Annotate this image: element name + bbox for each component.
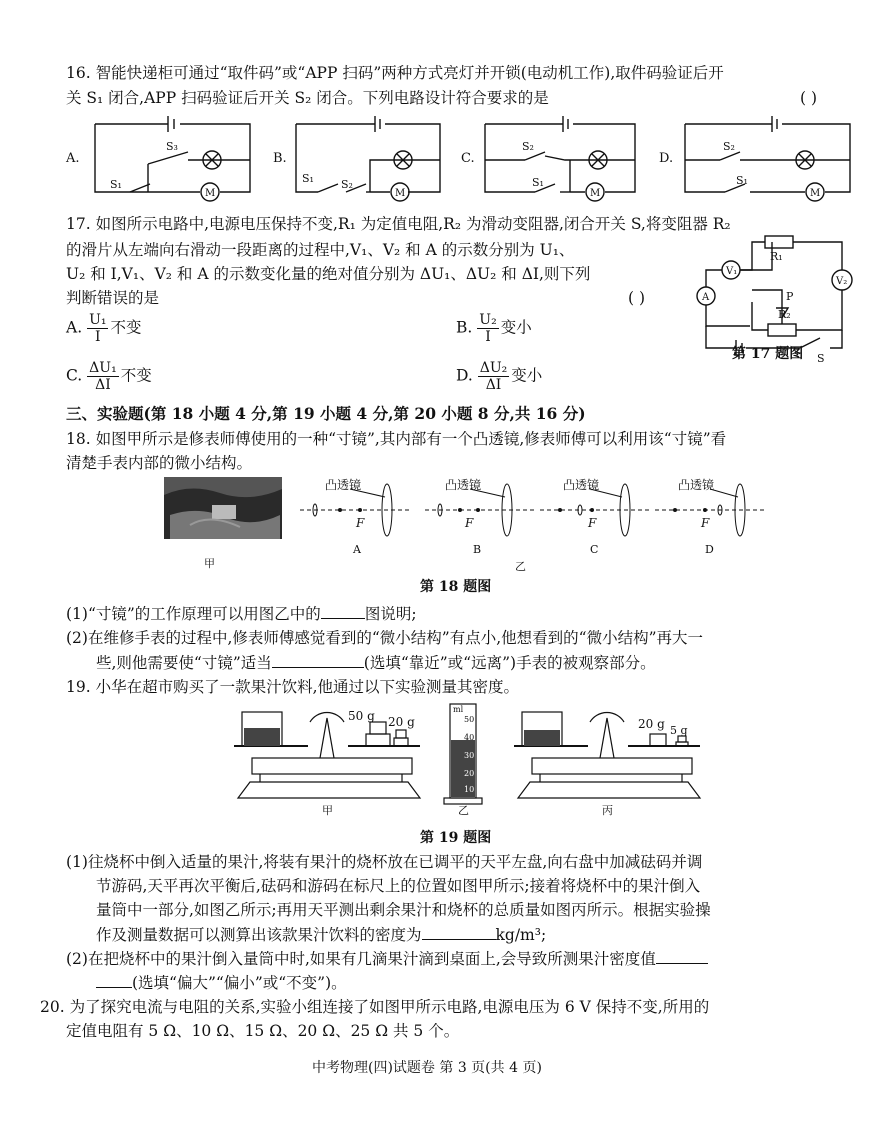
q16-option-c-label: C. xyxy=(461,151,475,166)
q16-b-s1: S₁ xyxy=(302,172,314,185)
q19-tick-30: 30 xyxy=(464,751,475,760)
page-footer: 中考物理(四)试题卷 第 3 页(共 4 页) xyxy=(312,1060,542,1076)
q19-part1-line1: (1)往烧杯中倒入适量的果汁,将装有果汁的烧杯放在已调平的天平左盘,向右盘中加减砝码并调 xyxy=(66,853,703,871)
q18-lens-label-d: 凸透镜 xyxy=(678,478,715,492)
q18-figure xyxy=(160,475,780,575)
q17-option-b-fraction xyxy=(477,312,498,345)
q17-option-a-label: A. xyxy=(66,318,83,337)
q20-line2: 定值电阻有 5 Ω、10 Ω、15 Ω、20 Ω、25 Ω 共 5 个。 xyxy=(66,1022,460,1040)
q17-line1: 17. 如图所示电路中,电源电压保持不变,R₁ 为定值电阻,R₂ 为滑动变阻器,闭合开关 S,将变阻器 R₂ xyxy=(66,215,731,233)
q16-c-motor: M xyxy=(590,188,601,199)
q19-part1-line2: 节游码,天平再次平衡后,砝码和游码在标尺上的位置如图甲所示;接着将烧杯中的果汁倒入 xyxy=(96,877,701,895)
q17-line4: 判断错误的是 xyxy=(66,289,160,307)
q18-part1-text: (1)“寸镜”的工作原理可以用图乙中的 xyxy=(66,605,321,623)
q17-option-d-label: D. xyxy=(456,366,473,385)
q17-option-d xyxy=(456,360,542,393)
q17-fig-r2: R₂ xyxy=(778,308,791,321)
q16-b-motor: M xyxy=(395,188,406,199)
frac-den: I xyxy=(95,329,101,345)
q18-line1: 18. 如图甲所示是修表师傅使用的一种“寸镜”,其内部有一个凸透镜,修表师傅可以利用该“寸镜”看 xyxy=(66,430,727,448)
frac-num: U₂ xyxy=(479,312,497,328)
q18-sub-a: A xyxy=(353,543,361,556)
q19-part2-line1 xyxy=(66,948,708,969)
q19-yi: 乙 xyxy=(458,804,469,817)
q16-c-s1: S₁ xyxy=(532,176,544,189)
q19-weight-20g-b: 20 g xyxy=(638,717,665,731)
q16-option-d-label: D. xyxy=(659,151,674,166)
q17-option-b-label: B. xyxy=(456,318,473,337)
q18-sub-d: D xyxy=(705,543,714,556)
q19-weight-20g-a: 20 g xyxy=(388,715,415,729)
q17-fig-r1: R₁ xyxy=(770,250,783,263)
q17-option-b-text: 变小 xyxy=(500,318,532,337)
q16-a-s3: S₃ xyxy=(166,140,178,153)
q18-lens-label-a: 凸透镜 xyxy=(325,478,362,492)
q16-d-s2: S₂ xyxy=(723,140,735,153)
q19-part1-text: 作及测量数据可以测算出该款果汁饮料的密度为 xyxy=(96,926,422,944)
q18-part2-line1: (2)在维修手表的过程中,修表师傅感觉看到的“微小结构”有点小,他想看到的“微小结构”再大一 xyxy=(66,629,704,647)
frac-num: U₁ xyxy=(89,312,107,328)
q17-fig-ammeter: A xyxy=(702,292,710,303)
q19-tick-50: 50 xyxy=(464,715,475,724)
q17-caption: 第 17 题图 xyxy=(732,346,804,362)
q17-option-d-text: 变小 xyxy=(511,366,543,385)
q16-option-b-label: B. xyxy=(273,151,287,166)
q19-figure xyxy=(230,700,720,820)
q17-fig-v1: V₁ xyxy=(726,266,738,277)
frac-num: ΔU₂ xyxy=(479,360,508,376)
q18-lens-label-b: 凸透镜 xyxy=(445,478,482,492)
q20-line1: 20. 为了探究电流与电阻的关系,实验小组连接了如图甲所示电路,电源电压为 6 V 保持不变,所用的 xyxy=(40,998,710,1016)
q17-fig-v2: V₂ xyxy=(836,276,848,287)
q19-bing: 丙 xyxy=(602,804,613,817)
q19-tick-10: 10 xyxy=(464,785,475,794)
q19-density-unit: kg/m³; xyxy=(495,926,547,944)
q18-sub-c: C xyxy=(590,543,599,556)
frac-num: ΔU₁ xyxy=(89,360,117,376)
q19-part2-blank-a[interactable] xyxy=(656,948,708,964)
q16-b-s2: S₂ xyxy=(341,178,353,191)
frac-den: ΔI xyxy=(95,377,111,393)
q17-option-c-text: 不变 xyxy=(120,366,152,385)
q18-part1 xyxy=(66,603,417,624)
q19-part2-blank-b[interactable] xyxy=(96,972,132,988)
q18-photo-jia xyxy=(164,477,282,539)
q18-part1-tail: 图说明; xyxy=(364,605,417,623)
q17-option-b xyxy=(456,312,532,345)
q17-option-d-fraction xyxy=(478,360,510,393)
q19-tick-20: 20 xyxy=(464,769,475,778)
q19-caption: 第 19 题图 xyxy=(420,830,492,846)
q18-line2: 清楚手表内部的微小结构。 xyxy=(66,454,253,472)
q19-jia: 甲 xyxy=(322,804,333,817)
q17-line2: 的滑片从左端向右滑动一段距离的过程中,V₁、V₂ 和 A 的示数分别为 U₁、 xyxy=(66,241,575,259)
section-3-heading: 三、实验题(第 18 小题 4 分,第 19 小题 4 分,第 20 小题 8 分,共 16 分) xyxy=(66,404,586,423)
q17-option-a xyxy=(66,312,142,345)
q16-a-motor: M xyxy=(205,188,216,199)
q19-line1: 19. 小华在超市购买了一款果汁饮料,他通过以下实验测量其密度。 xyxy=(66,678,520,696)
q16-circuit-c xyxy=(485,116,635,201)
q19-part1-line4 xyxy=(96,924,546,945)
q17-fig-s: S xyxy=(817,352,825,365)
q19-part2-text: (2)在把烧杯中的果汁倒入量筒中时,如果有几滴果汁滴到桌面上,会导致所测果汁密度值 xyxy=(66,950,656,968)
q17-fig-p: P xyxy=(786,290,794,303)
q18-f-a: F xyxy=(356,516,365,530)
q18-yi: 乙 xyxy=(515,560,526,573)
q19-part2-tail: (选填“偏大”“偏小”或“不变”)。 xyxy=(132,974,347,992)
frac-den: ΔI xyxy=(485,377,502,393)
q17-option-c-label: C. xyxy=(66,366,83,385)
q16-c-s2: S₂ xyxy=(522,140,534,153)
q18-lens-label-c: 凸透镜 xyxy=(563,478,600,492)
q19-weight-5g: 5 g xyxy=(670,724,688,737)
q16-circuit-options xyxy=(60,112,860,210)
frac-den: I xyxy=(485,329,491,345)
q16-answer-paren: ( ) xyxy=(800,89,818,107)
q18-sub-b: B xyxy=(473,543,482,556)
q18-caption: 第 18 题图 xyxy=(420,579,492,595)
q17-line3: U₂ 和 I,V₁、V₂ 和 A 的示数变化量的绝对值分别为 ΔU₁、ΔU₂ 和 ΔI,则下列 xyxy=(66,265,591,283)
q18-f-b: F xyxy=(465,516,474,530)
q16-option-a-label: A. xyxy=(66,151,80,166)
q19-tick-40: 40 xyxy=(464,733,475,742)
q16-d-s1: S₁ xyxy=(736,174,748,187)
q18-f-d: F xyxy=(701,516,710,530)
q18-part1-blank[interactable] xyxy=(321,603,365,619)
q16-line1: 16. 智能快递柜可通过“取件码”或“APP 扫码”两种方式亮灯并开锁(电动机工作),取件码验证后开 xyxy=(66,64,724,82)
q19-part2-line2 xyxy=(96,972,347,993)
q16-line2: 关 S₁ 闭合,APP 扫码验证后开关 S₂ 闭合。下列电路设计符合要求的是 xyxy=(66,89,549,107)
q18-part2-blank[interactable] xyxy=(272,652,364,668)
q18-part2-line2 xyxy=(96,652,656,673)
q18-part2-text: 些,则他需要使“寸镜”适当 xyxy=(96,654,272,672)
q16-circuit-d xyxy=(685,116,850,201)
q19-weight-50g: 50 g xyxy=(348,709,375,723)
q19-cyl-unit: ml xyxy=(453,705,464,714)
q16-d-motor: M xyxy=(810,188,821,199)
q17-option-c xyxy=(66,360,152,393)
q17-option-a-text: 不变 xyxy=(110,318,142,337)
q19-density-blank[interactable] xyxy=(422,924,496,940)
q17-option-a-fraction xyxy=(87,312,108,345)
q16-circuit-b xyxy=(296,116,440,201)
q18-part2-tail: (选填“靠近”或“远离”)手表的被观察部分。 xyxy=(363,654,656,672)
q18-f-c: F xyxy=(588,516,597,530)
q17-option-c-fraction xyxy=(87,360,119,393)
q18-jia: 甲 xyxy=(204,557,215,570)
q19-part1-line3: 量筒中一部分,如图乙所示;再用天平测出剩余果汁和烧杯的总质量如图丙所示。根据实验操 xyxy=(96,901,711,919)
q17-answer-paren: ( ) xyxy=(628,289,646,307)
q16-a-s1: S₁ xyxy=(110,178,122,191)
